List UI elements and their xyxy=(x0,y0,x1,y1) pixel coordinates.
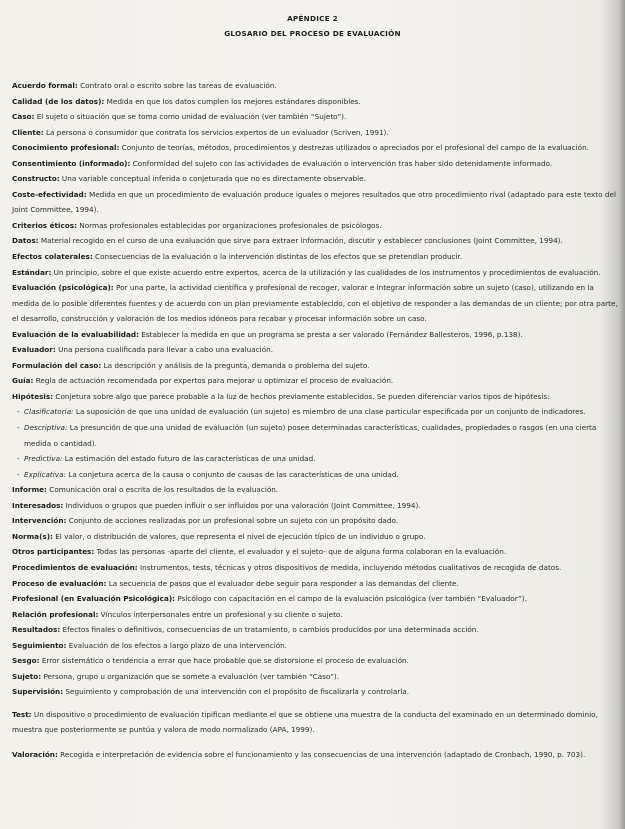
term: Datos: xyxy=(12,236,39,246)
term: Sesgo: xyxy=(12,656,40,666)
definition: Vínculos interpersonales entre un profesional y su cliente o sujeto. xyxy=(98,609,343,619)
glossary-entry xyxy=(12,498,618,514)
glossary-entry xyxy=(12,638,618,654)
definition: Conjetura sobre algo que parece probable a la luz de hechos previamente establecidos. Se pueden diferenciar varios tipos de hipótesis: xyxy=(53,391,550,401)
definition: Un principio, sobre el que existe acuerdo entre expertos, acerca de la utilización y las cualidades de los instrumentos y procedimientos de evaluación. xyxy=(51,267,601,277)
glossary-entry xyxy=(12,327,618,343)
term: Sujeto: xyxy=(12,671,42,681)
definition: La descripción y análisis de la pregunta, demanda o problema del sujeto. xyxy=(101,360,370,370)
glossary-title: GLOSARIO DEL PROCESO DE EVALUACIÓN xyxy=(224,29,401,38)
term: Supervisión: xyxy=(12,687,64,697)
glossary-entry xyxy=(12,576,618,592)
glossary-entry xyxy=(12,373,618,389)
glossary-entry xyxy=(12,707,618,738)
glossary-entry xyxy=(12,342,618,358)
definition: Psicólogo con capacitación en el campo de la evaluación psicológica (ver también “Evaluador”). xyxy=(175,594,527,604)
glossary-entry xyxy=(12,607,618,623)
term: Conocimiento profesional: xyxy=(12,143,120,153)
term: Intervención: xyxy=(12,516,67,526)
term: Procedimientos de evaluación: xyxy=(12,562,138,572)
term: Constructo: xyxy=(12,174,60,184)
term: Efectos colaterales: xyxy=(12,252,93,262)
hypothesis-definition: La presunción de que una unidad de evaluación (un sujeto) posee determinadas características, cualidades, propiedades o rasgos (en una cierta medida o cantidad). xyxy=(24,423,597,448)
definition: Conjunto de acciones realizadas por un profesional sobre un sujeto con un propósito dado. xyxy=(66,516,399,526)
hypothesis-type xyxy=(12,451,618,467)
hypothesis-definition: La conjetura acerca de la causa o conjunto de causas de las características de una unidad. xyxy=(65,469,399,479)
glossary-entry xyxy=(12,171,618,187)
glossary-entry xyxy=(12,156,618,172)
glossary-entry xyxy=(12,265,618,281)
definition: El sujeto o situación que se toma como unidad de evaluación (ver también “Sujeto”). xyxy=(34,112,347,122)
glossary-entry xyxy=(12,125,618,141)
dash: - xyxy=(17,469,20,479)
glossary-entry xyxy=(12,233,618,249)
glossary-entry xyxy=(12,669,618,685)
glossary-entry xyxy=(12,109,618,125)
definition: Efectos finales o definitivos, consecuencias de un tratamiento, o cambios producidos por una determinada acción. xyxy=(60,625,479,635)
definition: Todas las personas -aparte del cliente, el evaluador y el sujeto- que de alguna forma colaboran en la evaluación. xyxy=(94,547,507,557)
glossary-entry xyxy=(12,482,618,498)
definition: Una persona cualificada para llevar a cabo una evaluación. xyxy=(55,345,274,355)
term: Relación profesional: xyxy=(12,609,99,619)
definition: Consecuencias de la evaluación o la intervención distintas de los efectos que se pretendían producir. xyxy=(92,252,463,262)
definition: Medida en que un procedimiento de evaluación produce iguales o mejores resultados que otro procedimiento rival (adaptado para este texto del Joint Committee, 1994). xyxy=(12,189,616,215)
term: Coste-efectividad: xyxy=(12,189,87,199)
glossary-entry xyxy=(12,358,618,374)
glossary-entry xyxy=(12,560,618,576)
term: Resultados: xyxy=(12,625,61,635)
hypothesis-definition: La suposición de que una unidad de evaluación (un sujeto) es miembro de una clase particular especificada por un conjunto de indicadores. xyxy=(73,407,586,417)
dash: - xyxy=(17,407,20,417)
glossary-entry xyxy=(12,187,618,218)
glossary-entry xyxy=(12,94,618,110)
hypothesis-type xyxy=(12,404,618,420)
hypothesis-term: Explicativa: xyxy=(24,469,66,479)
definition: La persona o consumidor que contrata los servicios expertos de un evaluador (Scriven, 1991). xyxy=(43,127,389,137)
term: Seguimiento: xyxy=(12,640,67,650)
term: Consentimiento (informado): xyxy=(12,158,131,168)
definition: Normas profesionales establecidas por organizaciones profesionales de psicólogos. xyxy=(77,220,382,230)
term: Otros participantes: xyxy=(12,547,95,557)
glossary-entry xyxy=(12,389,618,405)
term: Test: xyxy=(12,709,32,719)
hypothesis-term: Clasificatoria: xyxy=(24,407,74,417)
definition: Regla de actuación recomendada por expertos para mejorar u optimizar el proceso de evaluación. xyxy=(33,376,394,386)
definition: Medida en que los datos cumplen los mejores estándares disponibles. xyxy=(104,96,361,106)
definition: Por una parte, la actividad científica y profesional de recoger, valorar e integrar información sobre un sujeto (caso), utilizando en la medida de lo posible diferentes fuentes y de acuerdo con un plan previamente establecido, con el objetivo de responder a las demandas de un cliente; por otra parte, el desarrollo, construcción y valoración de los medios idóneos para recabar y procesar información sobre un caso. xyxy=(12,283,618,324)
glossary-entry xyxy=(12,622,618,638)
definition: Una variable conceptual inferida o conjeturada que no es directamente observable. xyxy=(59,174,366,184)
definition: Conjunto de teorías, métodos, procedimientos y destrezas utilizados o apreciados por el profesional del campo de la evaluación. xyxy=(119,143,589,153)
hypothesis-term: Predictiva: xyxy=(24,454,63,464)
hypothesis-type xyxy=(12,420,618,451)
term: Evaluación de la evaluabilidad: xyxy=(12,329,139,339)
definition: Establecer la medida en que un programa se presta a ser valorado (Fernández Ballesteros, 1996, p.138). xyxy=(138,329,523,339)
glossary-entry xyxy=(12,513,618,529)
term: Estándar: xyxy=(12,267,52,277)
definition: El valor, o distribución de valores, que representa el nivel de ejecución típico de un individuo o grupo. xyxy=(52,531,426,541)
term: Caso: xyxy=(12,112,35,122)
glossary-entry xyxy=(12,249,618,265)
term: Calidad (de los datos): xyxy=(12,96,105,106)
term: Profesional (en Evaluación Psicológica): xyxy=(12,594,176,604)
definition: Recogida e interpretación de evidencia sobre el funcionamiento y las consecuencias de una intervención (adaptado de Cronbach, 1990, p. 703). xyxy=(57,749,586,759)
glossary-entry xyxy=(12,544,618,560)
dash: - xyxy=(17,423,20,433)
glossary-entry xyxy=(12,653,618,669)
dash: - xyxy=(17,454,20,464)
glossary-entry xyxy=(12,529,618,545)
definition: Error sistemático o tendencia a errar que hace probable que se distorsione el proceso de evaluación. xyxy=(39,656,409,666)
term: Formulación del caso: xyxy=(12,360,102,370)
term: Acuerdo formal: xyxy=(12,81,78,90)
glossary-entry xyxy=(12,140,618,156)
glossary-entry xyxy=(12,591,618,607)
glossary-entry xyxy=(12,747,618,763)
definition: Seguimiento y comprobación de una intervención con el propósito de fiscalizarla y controlarla. xyxy=(63,687,410,697)
glossary-list xyxy=(12,78,618,763)
definition: Contrato oral o escrito sobre las tareas de evaluación. xyxy=(77,81,277,90)
definition: Evaluación de los efectos a largo plazo de una intervención. xyxy=(66,640,288,650)
appendix-label: APÉNDICE 2 xyxy=(287,14,338,23)
definition: La secuencia de pasos que el evaluador debe seguir para responder a las demandas del cliente. xyxy=(106,578,459,588)
glossary-entry xyxy=(12,280,618,327)
definition: Conformidad del sujeto con las actividades de evaluación o intervención tras haber sido detenidamente informado. xyxy=(130,158,553,168)
hypothesis-definition: La estimación del estado futuro de las características de una unidad. xyxy=(62,454,316,464)
term: Norma(s): xyxy=(12,531,53,541)
definition: Un dispositivo o procedimiento de evaluación tipifican mediante el que se obtiene una muestra de la conducta del examinado en un determinado dominio, muestra que posteriormente se puntúa y valora de modo normalizado (APA, 1999). xyxy=(12,709,598,735)
definition: Instrumentos, tests, técnicas y otros dispositivos de medida, incluyendo métodos cualitativos de recogida de datos. xyxy=(137,562,562,572)
page-edge-shadow xyxy=(619,0,625,829)
term: Interesados: xyxy=(12,500,64,510)
term: Informe: xyxy=(12,485,47,495)
hypothesis-term: Descriptiva: xyxy=(24,423,68,433)
glossary-entry xyxy=(12,218,618,234)
term: Guía: xyxy=(12,376,34,386)
term: Evaluador: xyxy=(12,345,56,355)
glossary-entry xyxy=(12,684,618,700)
term: Hipótesis: xyxy=(12,391,54,401)
hypothesis-type xyxy=(12,467,618,483)
term: Valoración: xyxy=(12,749,58,759)
term: Cliente: xyxy=(12,127,44,137)
definition: Persona, grupo u organización que se somete a evaluación (ver también “Caso”). xyxy=(41,671,340,681)
glossary-entry xyxy=(12,78,618,94)
term: Evaluación (psicológica): xyxy=(12,283,114,293)
definition: Material recogido en el curso de una evaluación que sirve para extraer información, discutir y establecer conclusiones (Joint Committee, 1994). xyxy=(38,236,563,246)
definition: Comunicación oral o escrita de los resultados de la evaluación. xyxy=(46,485,279,495)
term: Criterios éticos: xyxy=(12,220,78,230)
term: Proceso de evaluación: xyxy=(12,578,107,588)
definition: Individuos o grupos que pueden influir o ser influidos por una valoración (Joint Committee, 1994). xyxy=(63,500,421,510)
